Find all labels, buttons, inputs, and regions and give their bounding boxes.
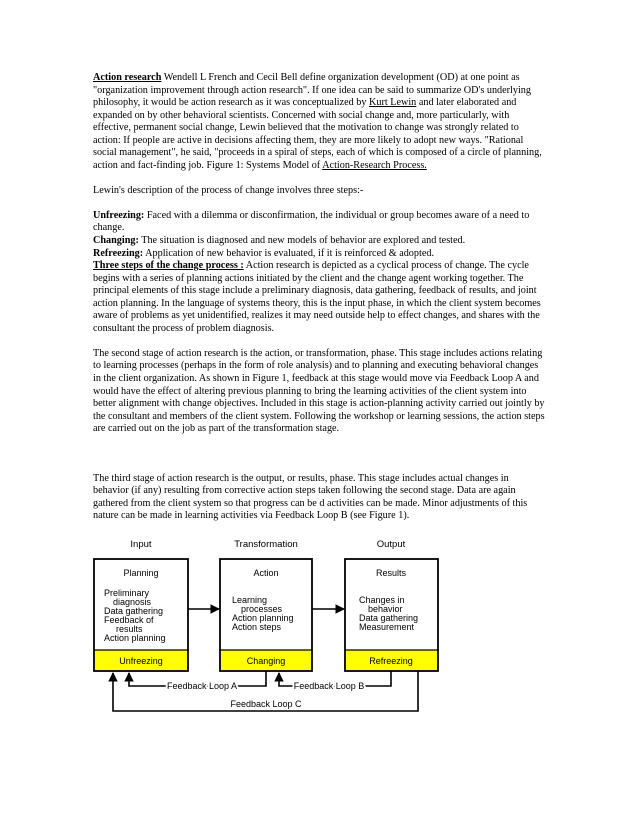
feedback-loop-a <box>129 671 266 691</box>
planning-line: Feedback of <box>104 615 154 625</box>
feedback-loop-b-label: Feedback Loop B <box>293 681 365 691</box>
kurt-lewin-link[interactable]: Kurt Lewin <box>369 97 417 109</box>
planning-line: Data gathering <box>104 606 164 616</box>
second-stage-paragraph: The second stage of action research is the action, or transformation, phase. This stage includes actions relating to learning processes (perhaps in the form of role analysis) and to planning and executing behavioral changes in the client organization. As shown in Figure 1, feedback at this stage would move via Feedback Loop A and would have the effect of altering previous planning to bring the learning activities of the client system into better alignment with change objectives. Included in this stage is action-planning activity carried out jointly by the consultant and members of the client system. Following the workshop or learning sessions, the action steps are carried out on the job as part of the transformation stage. <box>93 347 545 435</box>
refreezing-label: Refreezing <box>369 656 413 666</box>
changing-label: Changing <box>246 656 286 666</box>
planning-line: Action planning <box>104 633 166 643</box>
results-line: Changes in <box>359 595 405 605</box>
action-research-process-link[interactable]: Action-Research Process. <box>322 159 427 171</box>
planning-title: Planning <box>123 568 159 578</box>
changing-label: Changing: <box>93 235 139 247</box>
refreezing-text: Application of new behavior is evaluated, if it is reinforced & adopted. <box>143 247 434 259</box>
planning-line: diagnosis <box>113 597 152 607</box>
action-line: Learning <box>232 595 268 605</box>
planning-box <box>94 559 188 671</box>
results-title: Results <box>375 568 407 578</box>
intro-text-b: and later elaborated and expanded on by other behavioral scientists. Concerned with social change and, more particularly, with effective, permanent social change, Lewin believed that the motivation to change was strongly related to action: If people are active in decisions affecting them, they are more likely to adopt new ways. "Rational social management", he said, "proceeds in a spiral of steps, each of which is composed of a circle of planning, action and fact-finding job. Figure 1: Systems Model of <box>93 97 542 171</box>
action-line: Action steps <box>232 622 282 632</box>
unfreezing-label: Unfreezing: <box>93 209 145 221</box>
action-title: Action <box>253 568 279 578</box>
results-line: behavior <box>368 604 403 614</box>
unfreezing-text: Faced with a dilemma or disconfirmation, the individual or group becomes aware of a need to change. <box>93 209 530 234</box>
intro-text-a: Wendell L French and Cecil Bell define organization development (OD) at one point as "organization improvement through action research". If one idea can be said to summarize OD's underlying philosophy, it would be action research as it was conceptualized by <box>93 72 531 109</box>
action-box <box>220 559 312 671</box>
intro-heading: Action research <box>93 72 162 83</box>
results-line: Measurement <box>359 622 415 632</box>
col-output-label: Output <box>376 539 406 550</box>
results-line: Data gathering <box>359 613 419 623</box>
planning-line: results <box>116 624 143 634</box>
feedback-loop-b <box>279 671 391 691</box>
col-transformation-label: Transformation <box>234 539 298 550</box>
feedback-loop-a-label: Feedback Loop A <box>166 681 238 691</box>
unfreezing-label: Unfreezing <box>119 656 163 666</box>
action-line: processes <box>241 604 283 614</box>
action-line: Action planning <box>232 613 294 623</box>
three-steps-label: Three steps of the change process : <box>93 260 244 272</box>
changing-text: The situation is diagnosed and new models of behavior are explored and tested. <box>138 235 466 247</box>
three-steps-text: Action research is depicted as a cyclical process of change. The cycle begins with a series of planning actions initiated by the client and the change agent working together. The principal elements of this stage include a preliminary diagnosis, data gathering, feedback of results, and joint action planning. In the language of systems theory, this is the input phase, in which the client system becomes aware of problems as yet unidentified, realizes it may need outside help to effect changes, and shares with the consultant the process of problem diagnosis. <box>93 260 541 334</box>
planning-line: Preliminary <box>104 588 150 598</box>
col-input-label: Input <box>130 539 152 550</box>
lewin-steps-intro: Lewin's description of the process of change involves three steps:- <box>93 184 364 196</box>
results-box <box>345 559 438 671</box>
feedback-loop-c-label: Feedback Loop C <box>230 699 302 709</box>
third-stage-paragraph: The third stage of action research is the output, or results, phase. This stage includes actual changes in behavior (if any) resulting from corrective action steps taken following the second stage. Data are again gathered from the client system so that progress can be d activities can be made. Minor adjustments of this nature can be made in learning activities via Feedback Loop B (see Figure 1). <box>93 472 528 522</box>
refreezing-label: Refreezing: <box>93 247 144 259</box>
